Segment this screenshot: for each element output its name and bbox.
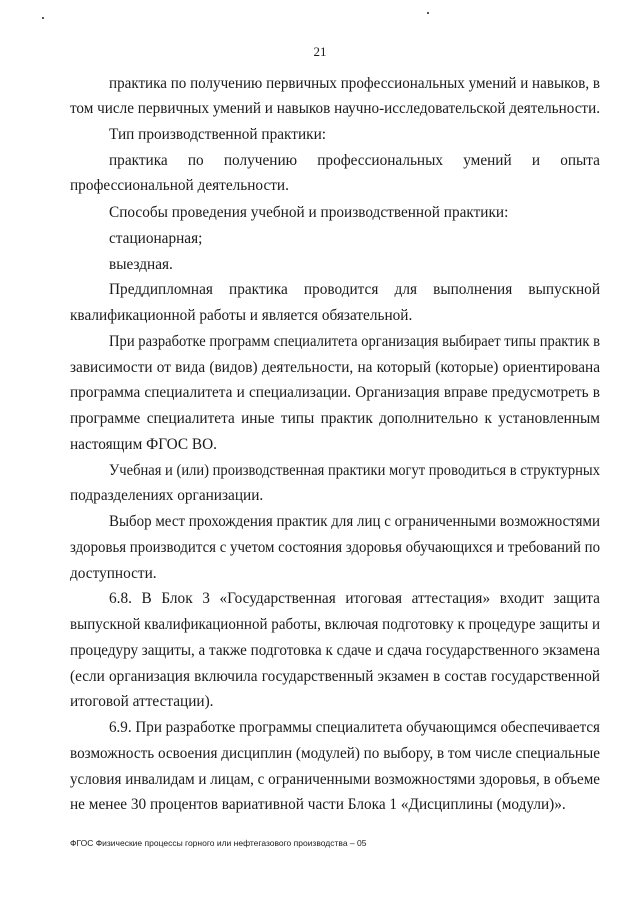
text-line: программе специалитета иные типы практик дополнительно к установленным: [70, 410, 600, 427]
text-word: В: [141, 590, 152, 607]
text-word: получению: [223, 152, 298, 169]
text-line: итоговой аттестации).: [70, 693, 214, 710]
text-word: для: [394, 281, 417, 298]
text-word: проводится: [303, 281, 379, 298]
text-word: и: [531, 152, 541, 169]
text-line: (если организация включила государственный экзамен в состав государственной: [70, 668, 600, 685]
text-line: процедуру защиты, а также подготовка к сдаче и сдача государственного экзамена: [70, 642, 600, 659]
text-word: Преддипломная: [109, 281, 213, 298]
text-line: [109, 281, 600, 299]
text-line: настоящим ФГОС ВО.: [70, 436, 217, 453]
text-line: Способы проведения учебной и производственной практики:: [109, 204, 509, 221]
text-line: зависимости от вида (видов) деятельности, на который (которые) ориентирована: [70, 359, 600, 376]
text-line: Учебная и (или) производственная практики могут проводиться в структурных: [109, 462, 600, 479]
text-line: стационарная;: [109, 230, 203, 247]
text-word: профессиональных: [317, 152, 444, 169]
text-word: 3: [202, 590, 210, 607]
text-word: 6.8.: [109, 590, 132, 607]
text-line: Тип производственной практики:: [109, 126, 327, 143]
text-word: выпускной: [528, 281, 600, 298]
text-word: выполнения: [433, 281, 513, 298]
text-line: подразделениях организации.: [70, 487, 264, 504]
text-line: практика по получению первичных профессиональных умений и навыков, в: [109, 75, 600, 92]
text-word: Блок: [161, 590, 193, 607]
text-line: доступности.: [70, 565, 157, 582]
text-line: профессиональной деятельности.: [70, 177, 289, 194]
text-word: практика: [109, 152, 168, 169]
text-line: [109, 152, 600, 170]
text-line: выпускной квалификационной работы, включая подготовку к процедуре защиты и: [70, 616, 600, 633]
text-line: возможность освоения дисциплин (модулей) по выбору, в том числе специальные: [70, 745, 600, 762]
text-line: Выбор мест прохождения практик для лиц с ограниченными возможностями: [109, 513, 600, 530]
text-word: «Государственная: [219, 590, 336, 607]
text-line: программа специалитета и специализации. Организация вправе предусмотреть в: [70, 384, 600, 401]
text-word: аттестация»: [411, 590, 491, 607]
text-line: При разработке программ специалитета организация выбирает типы практик в: [109, 333, 600, 350]
text-word: входит: [499, 590, 544, 607]
text-line: том числе первичных умений и навыков научно-исследовательской деятельности.: [70, 100, 600, 117]
text-word: защита: [553, 590, 600, 607]
scan-speck: [42, 17, 44, 19]
text-line: квалификационной работы и является обязательной.: [70, 307, 413, 324]
text-line: не менее 30 процентов вариативной части Блока 1 «Дисциплины (модули)».: [70, 796, 566, 813]
page-number: 21: [313, 44, 327, 59]
scan-speck: [427, 12, 429, 14]
text-line: здоровья производится с учетом состояния здоровья обучающихся и требований по: [70, 539, 600, 556]
text-word: опыта: [560, 152, 600, 169]
text-word: умений: [463, 152, 512, 169]
text-line: условия инвалидам и лицам, с ограниченными возможностями здоровья, в объеме: [70, 771, 600, 788]
text-line: [109, 590, 600, 608]
text-word: практика: [229, 281, 288, 298]
text-word: по: [187, 152, 204, 169]
page-footer: ФГОС Физические процессы горного или нефтегазового производства – 05: [70, 838, 367, 848]
text-line: выездная.: [109, 256, 173, 273]
text-line: 6.9. При разработке программы специалитета обучающимся обеспечивается: [109, 719, 600, 736]
text-word: итоговая: [345, 590, 403, 607]
